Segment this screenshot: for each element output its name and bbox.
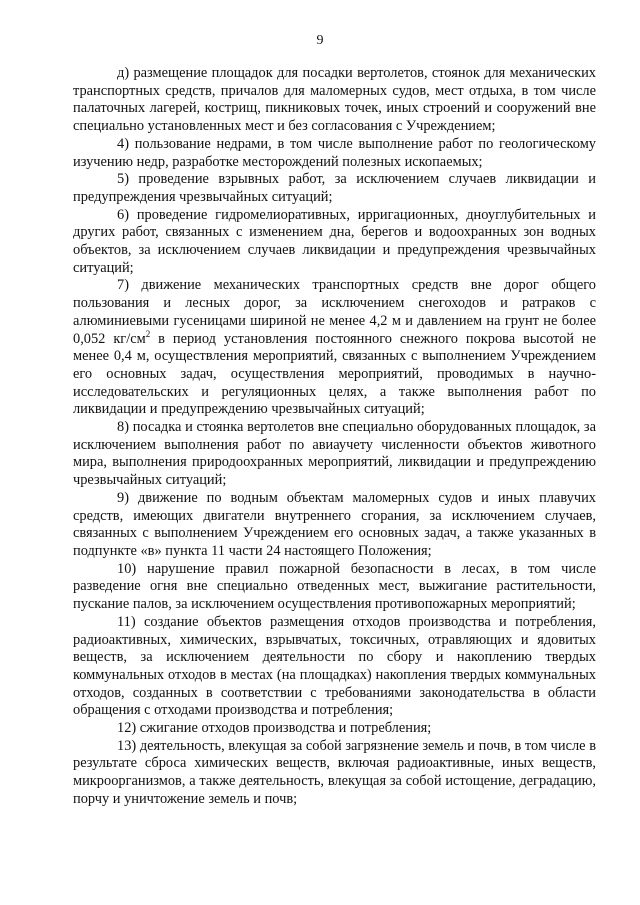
- paragraph-d-landing-sites: д) размещение площадок для посадки вертолетов, стоянок для механических транспортных средств, причалов для маломерных судов, мест отдыха, в том числе палаточных лагерей, кострищ, пикниковых точек, иных строений и сооружений вне специально установленных мест и без согласования с Учреждением;: [73, 65, 596, 135]
- paragraph-10-fire-safety: 10) нарушение правил пожарной безопасности в лесах, в том числе разведение огня вне специально отведенных мест, выжигание растительности, пускание палов, за исключением осуществления противопожарных мероприятий;: [73, 560, 596, 613]
- paragraph-11-waste-sites: 11) создание объектов размещения отходов производства и потребления, радиоактивных, химических, взрывчатых, токсичных, отравляющих и ядовитых веществ, за исключением деятельности по сбору и накоплению твердых коммунальных отходов в местах (на площадках) накопления твердых коммунальных отходов, созданных в соответствии с требованиями законодательства в области обращения с отходами производства и потребления;: [73, 613, 596, 719]
- paragraph-12-waste-burning: 12) сжигание отходов производства и потребления;: [117, 720, 432, 737]
- paragraph-7-text-end: в период установления постоянного снежного покрова высотой не менее 0,4 м, осуществления мероприятий, связанных с выполнением Учреждением его основных задач, осуществления мероприятий, проводимых в научно-исследовательских и регуляционных целях, а также выполнения работ по ликвидации и предупреждению чрезвычайных ситуаций;: [73, 330, 596, 418]
- paragraph-7-off-road-vehicles: [73, 277, 596, 419]
- paragraph-9-watercraft: 9) движение по водным объектам маломерных судов и иных плавучих средств, имеющих двигатели внутреннего сгорания, за исключением случаев, связанных с выполнением Учреждением его основных задач, а также указанных в подпункте «в» пункта 11 части 24 настоящего Положения;: [73, 489, 596, 559]
- superscript-squared: 2: [145, 328, 151, 339]
- paragraph-6-hydro-works: 6) проведение гидромелиоративных, ирригационных, дноуглубительных и других работ, связанных с изменением дна, берегов и водоохранных зон водных объектов, за исключением случаев ликвидации и предупреждения чрезвычайных ситуаций;: [73, 206, 596, 276]
- paragraph-4-subsoil-use: 4) пользование недрами, в том числе выполнение работ по геологическому изучению недр, разработке месторождений полезных ископаемых;: [73, 135, 596, 170]
- paragraph-8-helicopters: 8) посадка и стоянка вертолетов вне специально оборудованных площадок, за исключением выполнения работ по авиаучету численности объектов животного мира, выполнения природоохранных мероприятий, ликвидации и предупреждению чрезвычайных ситуаций;: [73, 419, 596, 489]
- paragraph-5-blasting: 5) проведение взрывных работ, за исключением случаев ликвидации и предупреждения чрезвычайных ситуаций;: [73, 171, 596, 205]
- paragraph-13-soil-pollution: 13) деятельность, влекущая за собой загрязнение земель и почв, в том числе в результате сброса химических веществ, включая радиоактивные, иных веществ, микроорганизмов, а также деятельность, влекущая за собой истощение, деградацию, порчу и уничтожение земель и почв;: [73, 737, 596, 807]
- document-body: [73, 65, 596, 809]
- page-number: 9: [316, 33, 324, 48]
- paragraph-7-text-start: 7) движение механических транспортных средств вне дорог общего пользования и лесных дорог, за исключением снегоходов и ратраков с алюминиевыми гусеницами шириной не менее 4,2 м и давлением на грунт не более 0,052 кг/см: [73, 277, 596, 347]
